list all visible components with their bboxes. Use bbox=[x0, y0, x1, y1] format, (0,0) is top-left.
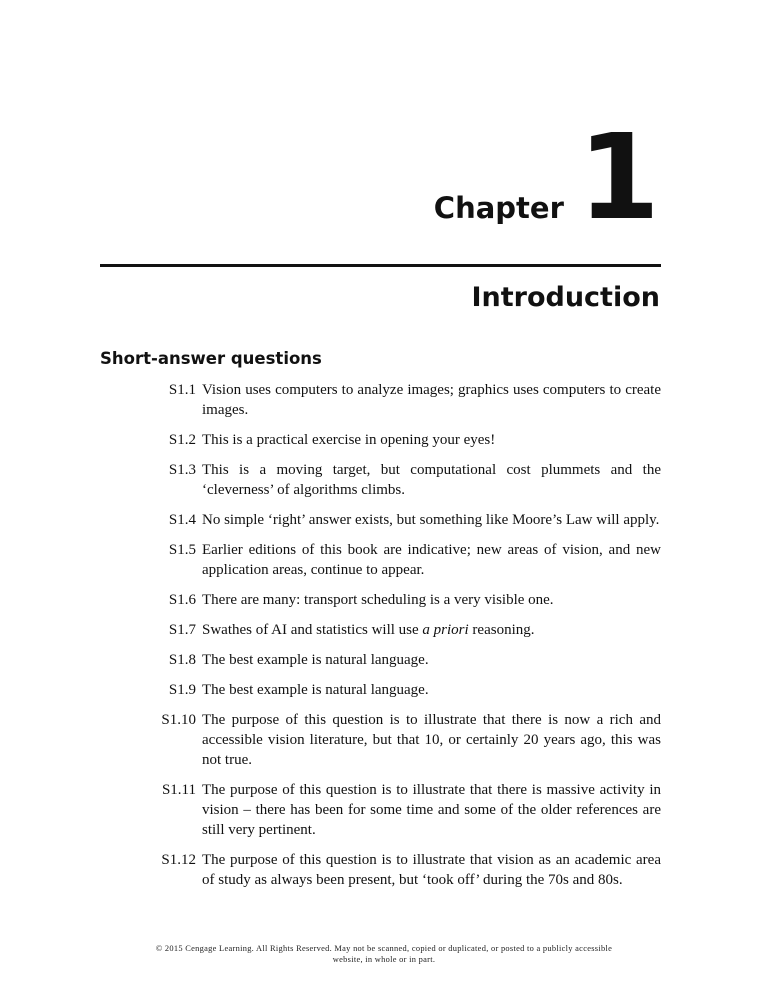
item-label: S1.9 bbox=[168, 682, 196, 698]
list-item bbox=[100, 510, 661, 530]
emphasis-text: a priori bbox=[422, 622, 469, 638]
item-text: No simple ‘right’ answer exists, but something like Moore’s Law will apply. bbox=[202, 512, 660, 528]
item-text: The purpose of this question is to illustrate that there is now a rich and accessible vision literature, but that 10, or certainly 20 years ago, this was not true. bbox=[202, 712, 661, 768]
list-item bbox=[100, 540, 661, 580]
list-item bbox=[100, 850, 661, 890]
chapter-title: Introduction bbox=[471, 282, 660, 313]
footer-line: website, in whole or in part. bbox=[332, 955, 436, 964]
item-text: This is a moving target, but computational cost plummets and the ‘cleverness’ of algorithms climbs. bbox=[202, 462, 661, 498]
item-text: The purpose of this question is to illustrate that vision as an academic area of study as always been present, but ‘took off’ during the 70s and 80s. bbox=[202, 852, 661, 888]
item-label: S1.2 bbox=[168, 432, 196, 448]
list-item bbox=[100, 710, 661, 770]
list-item bbox=[100, 680, 661, 700]
item-text: This is a practical exercise in opening your eyes! bbox=[202, 432, 496, 448]
item-text bbox=[202, 620, 661, 640]
item-label: S1.8 bbox=[168, 652, 196, 668]
text-after: reasoning. bbox=[468, 622, 535, 638]
item-label: S1.3 bbox=[168, 462, 196, 478]
item-text: There are many: transport scheduling is a very visible one. bbox=[202, 592, 554, 608]
list-item bbox=[100, 650, 661, 670]
list-item bbox=[100, 380, 661, 420]
item-label: S1.10 bbox=[161, 712, 196, 728]
item-label: S1.11 bbox=[161, 782, 196, 798]
item-text: Vision uses computers to analyze images; graphics uses computers to create images. bbox=[202, 382, 661, 418]
item-label: S1.4 bbox=[168, 512, 196, 528]
list-item bbox=[100, 780, 661, 840]
item-label: S1.1 bbox=[168, 382, 196, 398]
item-label: S1.12 bbox=[161, 852, 196, 868]
list-item bbox=[100, 620, 661, 640]
list-item bbox=[100, 430, 661, 450]
item-label: S1.5 bbox=[168, 542, 196, 558]
copyright-footer bbox=[60, 943, 708, 965]
chapter-rule bbox=[100, 264, 661, 267]
item-label: S1.7 bbox=[168, 622, 196, 638]
item-text: The best example is natural language. bbox=[202, 682, 429, 698]
chapter-heading bbox=[433, 108, 660, 246]
list-item bbox=[100, 590, 661, 610]
item-text: The best example is natural language. bbox=[202, 652, 429, 668]
item-text: The purpose of this question is to illustrate that there is massive activity in vision – there has been for some time and some of the older references are still very pertinent. bbox=[202, 782, 661, 838]
text-before: Swathes of AI and statistics will use bbox=[202, 622, 423, 638]
section-heading: Short-answer questions bbox=[100, 349, 322, 368]
list-item bbox=[100, 460, 661, 500]
item-label: S1.6 bbox=[168, 592, 196, 608]
item-text: Earlier editions of this book are indicative; new areas of vision, and new application areas, continue to appear. bbox=[202, 542, 661, 578]
chapter-number: 1 bbox=[577, 108, 660, 246]
chapter-label: Chapter bbox=[433, 191, 564, 225]
answer-list bbox=[100, 380, 661, 900]
footer-line: © 2015 Cengage Learning. All Rights Reserved. May not be scanned, copied or duplicated, or posted to a publicly accessible bbox=[155, 944, 613, 953]
